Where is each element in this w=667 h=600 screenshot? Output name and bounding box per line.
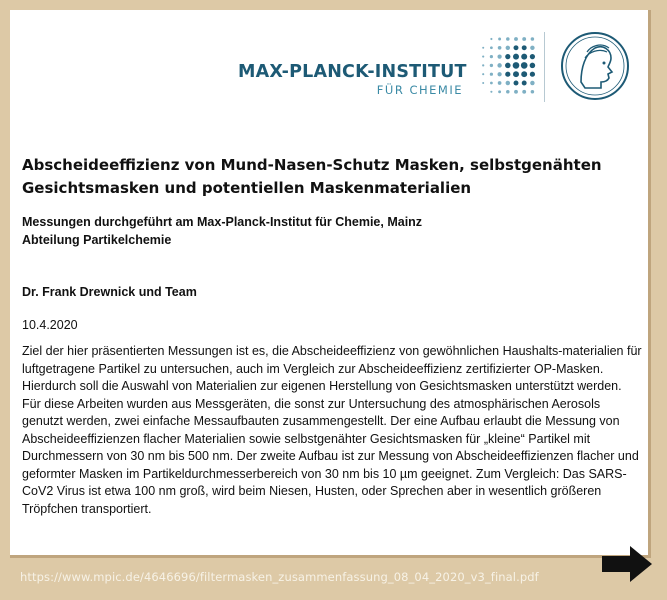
logo-dot xyxy=(505,54,510,59)
document-body: Ziel der hier präsentierten Messungen ist es, die Abscheideeffizienz von gewöhnlichen Haushalts-materialien für luftgetragene Partikel zu untersuchen, auch im Vergleich zur Abscheideeffizienz zertifizierter OP-Masken. Hierdurch soll die Auswahl von Materialien zur eigenen Herstellung von Gesichtsmasken unterstützt werden. Für diese Arbeiten wurden aus Messgeräten, die sonst zur Untersuchung des atmosphärischen Aerosols genutzt werden, zwei einfache Messaufbauten zusammengestellt. Der eine Aufbau erlaubt die Messung von Abscheideeffizienzen flacher Materialien sowie selbstgenähter Gesichtsmasken für „kleine“ Partikel mit Durchmessern von 30 nm bis 500 nm. Der zweite Aufbau ist zur Messung von Abscheideeffizienzen flacher und geformter Masken im Partikeldurchmesserbereich von 30 nm bis 10 µm geeignet. Zum Vergleich: Das SARS-CoV2 Virus ist etwa 100 nm groß, wird beim Niesen, Husten, oder Sprechen aber in wesentlich größeren Tröpfchen transportiert. xyxy=(22,344,642,516)
logo-dot xyxy=(505,63,511,69)
logo-dot xyxy=(506,81,510,85)
logo-dot xyxy=(505,72,510,77)
logo-dot xyxy=(514,45,519,50)
logo-dot xyxy=(490,91,492,93)
logo-dot xyxy=(482,73,484,75)
minerva-head-icon xyxy=(559,30,631,102)
institute-logo xyxy=(238,28,640,104)
document-meta xyxy=(22,213,422,249)
logo-dot xyxy=(482,82,484,84)
logo-dot xyxy=(521,54,527,60)
logo-dot xyxy=(531,90,535,94)
logo-dot xyxy=(498,90,501,93)
logo-dot xyxy=(530,81,534,85)
logo-dot xyxy=(482,47,484,49)
logo-dot xyxy=(530,46,534,50)
logo-dot xyxy=(490,55,493,58)
logo-dot xyxy=(506,90,510,94)
dot-grid-icon xyxy=(470,34,538,98)
logo-dot xyxy=(531,37,535,41)
document-date: 10.4.2020 xyxy=(22,318,78,332)
document-page xyxy=(10,10,651,558)
document-author: Dr. Frank Drewnick und Team xyxy=(22,285,197,299)
logo-dot xyxy=(522,45,527,50)
logo-dot xyxy=(513,62,520,69)
logo-dot xyxy=(514,90,518,94)
logo-dot xyxy=(506,37,510,41)
logo-dot xyxy=(522,90,526,94)
logo-dot xyxy=(482,56,484,58)
logo-dot xyxy=(530,54,535,59)
meta-department: Abteilung Partikelchemie xyxy=(22,233,172,247)
logo-dot xyxy=(497,54,501,58)
logo-dot xyxy=(498,46,502,50)
logo-dot xyxy=(498,38,501,41)
logo-dot xyxy=(522,37,526,41)
logo-dot xyxy=(490,38,492,40)
document-title: Abscheideeffizienz von Mund-Nasen-Schutz Masken, selbstgenähten Gesichtsmasken und potentiellen Maskenmaterialien xyxy=(22,156,602,197)
logo-dot xyxy=(514,37,518,41)
logo-dot xyxy=(506,46,510,50)
logo-dot xyxy=(490,82,493,85)
logo-dot xyxy=(497,72,501,76)
logo-dot xyxy=(513,54,519,60)
logo-dot xyxy=(497,63,501,67)
meta-institute: Messungen durchgeführt am Max-Planck-Institut für Chemie, Mainz xyxy=(22,215,423,229)
logo-dot xyxy=(521,62,528,69)
logo-name: MAX-PLANCK-INSTITUT xyxy=(238,62,467,82)
logo-divider xyxy=(544,32,545,102)
source-url[interactable]: https://www.mpic.de/4646696/filtermasken_zusammenfassung_08_04_2020_v3_final.pdf xyxy=(20,570,539,584)
logo-dot xyxy=(522,81,527,86)
logo-dot xyxy=(498,81,502,85)
logo-dot xyxy=(513,71,519,77)
logo-subname: FÜR CHEMIE xyxy=(376,83,463,97)
arrow-right-icon[interactable] xyxy=(600,544,654,584)
logo-dot xyxy=(490,46,493,49)
logo-dot xyxy=(521,71,527,77)
logo-dot xyxy=(530,63,536,69)
logo-dot xyxy=(490,73,493,76)
logo-dot xyxy=(514,81,519,86)
logo-dot xyxy=(482,64,484,66)
logo-dot xyxy=(530,72,535,77)
logo-dot xyxy=(490,64,493,67)
